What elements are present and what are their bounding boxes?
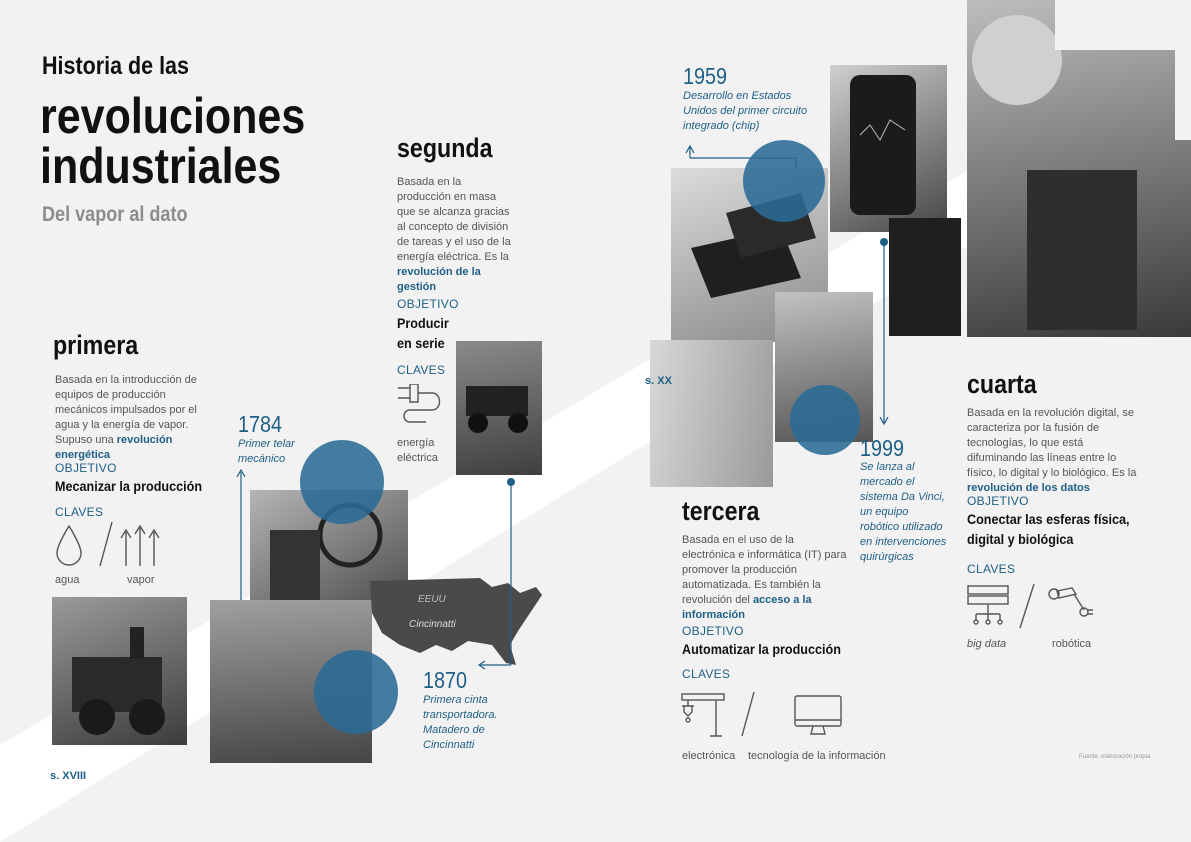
corner-white-notch [1055,0,1191,140]
milestone-1999-desc: Se lanza al mercado el sistema Da Vinci, un equipo robótico utilizado en intervenciones quirúrgicas [860,461,947,563]
monitor-icon [793,694,843,738]
tercera-description: Basada en el uso de la electrónica e informática (IT) para promover la producción automatizada. Es también la revolución del acceso a la información [682,534,847,621]
primera-objetivo-label: OBJETIVO [55,461,117,475]
robot-arm-icon [1046,586,1094,626]
primera-claves-label: CLAVES [55,505,104,519]
segunda-heading: segunda [397,133,493,163]
slash-divider-2 [738,690,758,740]
title-line-1: Historia de las [42,52,189,80]
milestone-1870-desc: Primera cinta transportadora. Matadero de Cincinnatti [423,694,498,751]
cuarta-description: Basada en la revolución digital, se caracteriza por la fusión de tecnologías, lo que está difuminando las líneas entre lo físico, lo digital y lo biológico. Es la revolución de los datos [967,407,1137,494]
vintage-car-photo [456,341,542,475]
milestone-1959-desc: Desarrollo en Estados Unidos del primer circuito integrado (chip) [683,90,808,132]
segunda-objective: Producir en serie [397,315,449,351]
cuarta-key-robotica: robótica [1052,638,1092,650]
segunda-highlight: revolución de la gestión [397,266,481,293]
milestone-1784-desc: Primer telar mecánico [238,438,295,465]
electronics-icon [680,692,726,738]
subtitle: Del vapor al dato [42,203,188,226]
code-screen-photo [889,218,961,336]
cuarta-key-bigdata: big data [967,638,1007,650]
tercera-highlight: acceso a la información [682,594,812,621]
title-line-2: revoluciones [40,88,306,144]
primera-accent-circle [300,440,384,524]
segunda-description: Basada en la producción en masa que se alcanza gracias al concepto de división de tareas y el uso de la energía eléctrica. Es la revolución de la gestión [397,176,511,293]
milestone-1784-year: 1784 [238,411,283,437]
computer-photo [650,340,773,487]
cuarta-objetivo-label: OBJETIVO [967,494,1029,508]
primera-description: Basada en la introducción de equipos de producción mecánicos impulsados por el agua y la energía de vapor. Supuso una revolución energética [55,374,197,461]
primera-key-agua: agua [55,574,80,586]
map-country-label: EEUU [418,594,446,605]
tercera-objective: Automatizar la producción [682,641,841,657]
slash-divider-3 [1016,582,1038,632]
tercera-accent-circle [743,140,825,222]
cuarta-objective: Conectar las esferas física, digital y biológica [967,511,1130,547]
steam-locomotive-photo [52,597,187,745]
segunda-claves-label: CLAVES [397,363,446,377]
steam-arrows-icon [120,524,160,568]
tercera-claves-label: CLAVES [682,667,731,681]
water-drop-icon [54,523,84,568]
source-note: Fuente: elaboración propia [1079,754,1151,760]
segunda-key: energía eléctrica [397,437,438,464]
primera-heading: primera [53,330,139,360]
primera-key-vapor: vapor [127,574,155,586]
milestone-1870-year: 1870 [423,667,468,693]
primera-objective: Mecanizar la producción [55,478,203,494]
segunda-objetivo-label: OBJETIVO [397,297,459,311]
cuarta-highlight: revolución de los datos [967,482,1090,494]
tercera-key-tecnologia: tecnología de la información [748,750,886,762]
big-data-icon [966,584,1010,628]
tercera-heading: tercera [682,496,760,526]
milestone-1959-year: 1959 [683,63,728,89]
milestone-1999-year: 1999 [860,435,905,461]
map-city-label: Cincinnatti [409,619,456,630]
tercera-objetivo-label: OBJETIVO [682,624,744,638]
milestone-1870-connector [478,475,518,671]
tercera-key-electronica: electrónica [682,750,736,762]
cuarta-claves-label: CLAVES [967,562,1016,576]
electric-plug-icon [396,384,446,426]
smartphone-photo [830,65,947,232]
century-xx: s. XX [645,375,672,387]
title-line-3: industriales [40,138,282,194]
slash-divider [96,520,116,570]
century-xviii: s. XVIII [50,770,87,782]
tercera-accent-circle-2 [790,385,860,455]
cuarta-heading: cuarta [967,369,1037,399]
primera-highlight: revolución energética [55,434,173,461]
